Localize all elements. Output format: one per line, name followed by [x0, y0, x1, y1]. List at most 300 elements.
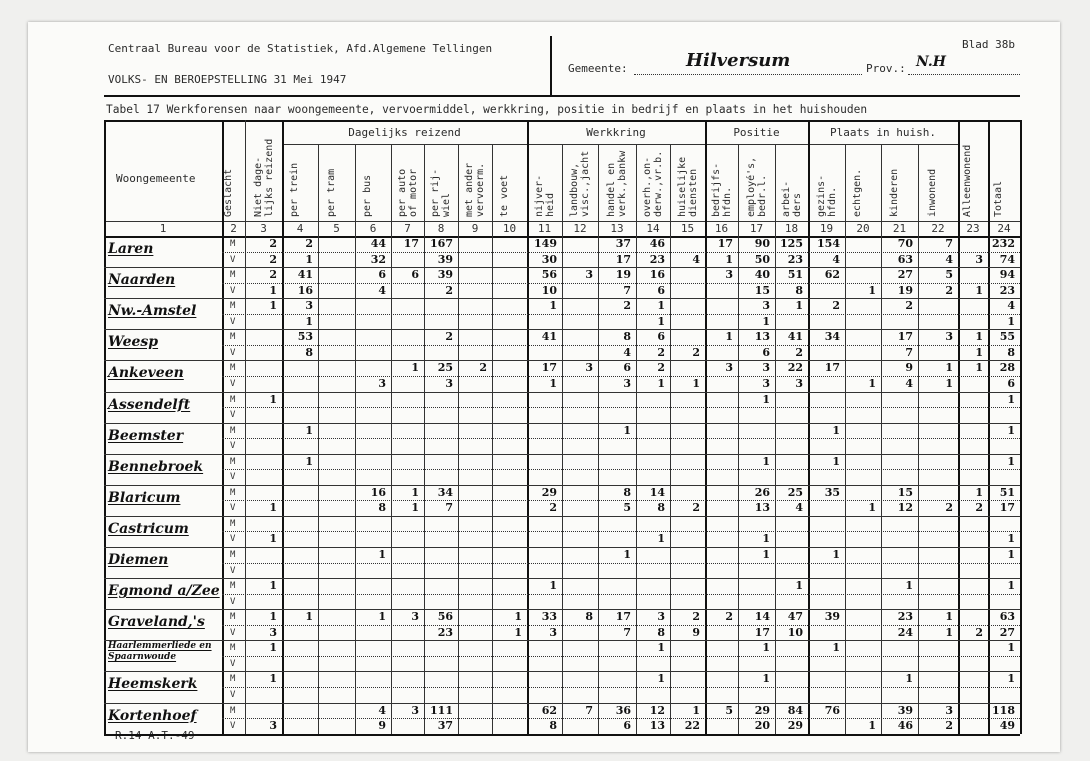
data-cell: 74 — [999, 252, 1015, 266]
data-cell: 1 — [305, 610, 313, 624]
gender-label-v: V — [230, 410, 236, 421]
data-cell: 56 — [437, 610, 453, 624]
data-cell: 7 — [623, 625, 631, 639]
group-header-dagelijks: Dagelijks reizend — [348, 126, 461, 139]
data-cell: 19 — [615, 268, 631, 282]
form-code: R.14 A.T.-49 — [115, 729, 195, 742]
column-number: 16 — [714, 222, 729, 235]
data-cell: 232 — [992, 237, 1015, 250]
data-cell: 1 — [1007, 392, 1015, 406]
data-cell: 7 — [945, 237, 953, 250]
data-cell: 1 — [269, 392, 277, 406]
data-cell: 37 — [437, 719, 453, 733]
data-cell: 1 — [657, 641, 665, 655]
data-cell: 16 — [370, 485, 386, 499]
column-header: kinderen — [888, 168, 900, 217]
data-cell: 2 — [905, 299, 913, 313]
data-cell: 3 — [411, 703, 419, 717]
municipality-name: Nw.-Amstel — [108, 303, 197, 320]
data-cell: 4 — [905, 376, 913, 390]
data-cell: 2 — [269, 252, 277, 266]
column-number: 7 — [404, 222, 411, 235]
data-cell: 1 — [905, 672, 913, 686]
group-line-positie — [705, 144, 808, 145]
data-cell: 1 — [762, 314, 770, 328]
data-cell: 3 — [725, 361, 733, 375]
sub-row-line — [222, 594, 1020, 595]
data-cell: 1 — [657, 314, 665, 328]
gender-label-v: V — [230, 441, 236, 452]
column-number: 15 — [680, 222, 695, 235]
data-cell: 1 — [762, 454, 770, 468]
column-header: echtgen. — [852, 168, 863, 217]
data-cell: 1 — [1007, 548, 1015, 561]
data-cell: 3 — [445, 376, 453, 390]
data-cell: 2 — [305, 237, 313, 250]
data-cell: 7 — [905, 345, 913, 359]
data-cell: 1 — [975, 330, 983, 344]
gender-label-m: M — [230, 550, 236, 560]
data-cell: 53 — [297, 330, 313, 344]
column-number: 17 — [749, 222, 764, 235]
data-cell: 1 — [378, 548, 386, 561]
data-cell: 1 — [945, 361, 953, 375]
prov-label: Prov.: — [866, 62, 906, 75]
data-cell: 1 — [549, 299, 557, 313]
data-cell: 23 — [787, 252, 803, 266]
data-cell: 10 — [787, 625, 803, 639]
data-cell: 2 — [975, 501, 983, 515]
data-cell: 1 — [795, 579, 803, 593]
data-cell: 1 — [832, 423, 840, 437]
column-number: 14 — [646, 222, 660, 235]
column-number: 22 — [931, 222, 945, 235]
data-cell: 154 — [817, 237, 840, 250]
column-header: met ander vervoerm. — [464, 162, 486, 217]
header-divider — [550, 36, 552, 96]
column-header: handel en verk.,bankw — [606, 150, 628, 217]
municipality-name: Haarlemmerliede en Spaarnwoude — [108, 641, 212, 663]
data-cell: 2 — [479, 361, 487, 375]
gemeente-value: Hilversum — [686, 50, 791, 71]
column-number: 18 — [784, 222, 799, 235]
gender-label-m: M — [230, 239, 236, 249]
municipality-name: Diemen — [108, 552, 169, 568]
data-cell: 70 — [897, 237, 913, 250]
municipality-name: Ankeveen — [108, 365, 184, 382]
sub-row-line — [222, 469, 1020, 470]
gender-label-m: M — [230, 332, 236, 343]
column-header-woongemeente: Woongemeente — [116, 172, 196, 185]
data-cell: 13 — [754, 501, 770, 515]
column-number: 20 — [856, 222, 870, 235]
data-cell: 2 — [692, 501, 700, 515]
data-cell: 1 — [305, 314, 313, 328]
column-header: Geslacht — [222, 168, 234, 217]
data-cell: 19 — [897, 283, 913, 297]
data-cell: 1 — [762, 641, 770, 655]
data-cell: 1 — [269, 283, 277, 297]
data-cell: 3 — [305, 299, 313, 313]
row-line — [104, 423, 1020, 424]
column-header: te voet — [498, 174, 510, 217]
column-header: arbei- ders — [780, 180, 803, 217]
row-line — [104, 516, 1020, 517]
column-number: 21 — [892, 222, 907, 235]
header-rule — [104, 95, 1020, 97]
prov-value: N.H — [916, 54, 947, 70]
gemeente-underline — [634, 74, 862, 75]
data-cell: 1 — [762, 548, 770, 561]
data-cell: 12 — [649, 703, 665, 717]
column-header: gezins- hfdn. — [815, 174, 838, 217]
data-cell: 90 — [754, 237, 770, 250]
data-cell: 62 — [824, 268, 840, 282]
data-cell: 3 — [585, 268, 593, 282]
data-cell: 1 — [1007, 672, 1015, 686]
group-line-werkkring — [527, 144, 705, 145]
data-cell: 1 — [905, 579, 913, 593]
data-cell: 111 — [430, 703, 453, 717]
data-cell: 23 — [897, 610, 913, 624]
data-cell: 39 — [437, 252, 453, 266]
data-cell: 76 — [824, 703, 840, 717]
column-number: 19 — [819, 222, 834, 235]
data-cell: 17 — [897, 330, 913, 344]
gender-label-m: M — [230, 456, 236, 467]
data-cell: 2 — [975, 625, 983, 639]
data-cell: 30 — [541, 252, 557, 266]
data-cell: 7 — [623, 283, 631, 297]
gender-label-m: M — [230, 270, 236, 281]
column-number: 1 — [159, 222, 167, 235]
data-cell: 3 — [762, 376, 770, 390]
data-cell: 2 — [725, 610, 733, 624]
table-title: Tabel 17 Werkforensen naar woongemeente, vervoermiddel, werkkring, positie in bedrijf en plaats in het huishouden — [106, 103, 868, 116]
data-cell: 1 — [269, 299, 277, 313]
data-cell: 6 — [762, 345, 770, 359]
data-cell: 1 — [623, 423, 631, 437]
data-cell: 44 — [370, 237, 386, 250]
data-cell: 1 — [411, 361, 419, 375]
column-number: 5 — [333, 222, 340, 235]
gender-label-v: V — [230, 689, 236, 700]
data-cell: 8 — [795, 283, 803, 297]
sub-row-line — [222, 563, 1020, 564]
data-cell: 1 — [269, 501, 277, 515]
data-cell: 1 — [1007, 641, 1015, 655]
data-cell: 1 — [725, 252, 733, 266]
data-cell: 1 — [1007, 423, 1015, 437]
data-cell: 39 — [437, 268, 453, 282]
data-cell: 9 — [692, 625, 700, 639]
data-cell: 8 — [657, 625, 665, 639]
sub-row-line — [222, 531, 1020, 532]
gender-label-m: M — [230, 705, 236, 716]
column-header: per bus — [362, 174, 373, 217]
data-cell: 1 — [975, 345, 983, 359]
column-header: landbouw, visc.,jacht — [569, 150, 591, 217]
column-header: employé's, bedr.l. — [745, 156, 768, 217]
column-header: bedrijfs- hfdn. — [710, 162, 733, 217]
data-cell: 4 — [795, 501, 803, 515]
data-cell: 1 — [868, 283, 876, 297]
data-cell: 4 — [1007, 299, 1015, 313]
data-cell: 1 — [269, 641, 277, 655]
column-header: per tram — [325, 168, 337, 217]
municipality-name: Naarden — [108, 272, 176, 289]
data-cell: 2 — [795, 345, 803, 359]
data-cell: 40 — [754, 268, 770, 282]
data-cell: 13 — [754, 330, 770, 344]
municipality-name: Blaricum — [108, 489, 181, 506]
data-cell: 4 — [832, 252, 840, 266]
data-cell: 84 — [787, 703, 803, 717]
data-cell: 1 — [269, 532, 277, 546]
data-cell: 12 — [897, 501, 913, 515]
data-cell: 35 — [824, 485, 840, 499]
gemeente-label: Gemeente: — [568, 62, 628, 75]
data-cell: 3 — [623, 376, 631, 390]
data-cell: 39 — [824, 610, 840, 624]
data-cell: 7 — [445, 501, 453, 515]
data-cell: 25 — [787, 485, 803, 499]
data-cell: 8 — [623, 485, 631, 499]
data-cell: 22 — [684, 719, 700, 733]
data-cell: 1 — [549, 579, 557, 593]
data-cell: 1 — [549, 376, 557, 390]
data-cell: 63 — [897, 252, 913, 266]
data-cell: 2 — [657, 345, 665, 359]
gender-label-v: V — [230, 658, 236, 669]
data-cell: 2 — [623, 299, 631, 313]
data-cell: 1 — [1007, 454, 1015, 468]
column-line — [104, 120, 106, 734]
data-cell: 41 — [297, 268, 313, 282]
data-cell: 6 — [657, 330, 665, 344]
gender-label-m: M — [230, 301, 236, 312]
data-cell: 3 — [725, 268, 733, 282]
data-cell: 17 — [541, 361, 557, 375]
data-cell: 1 — [657, 376, 665, 390]
data-cell: 8 — [623, 330, 631, 344]
column-number: 6 — [369, 222, 377, 235]
gender-label-v: V — [230, 316, 236, 327]
data-cell: 1 — [657, 532, 665, 546]
data-cell: 41 — [541, 330, 557, 344]
data-cell: 2 — [945, 501, 953, 515]
data-cell: 1 — [945, 376, 953, 390]
data-cell: 4 — [692, 252, 700, 266]
data-cell: 56 — [541, 268, 557, 282]
data-cell: 2 — [269, 268, 277, 282]
data-cell: 29 — [541, 485, 557, 499]
data-cell: 1 — [1007, 314, 1015, 328]
sub-row-line — [222, 438, 1020, 439]
data-cell: 1 — [269, 672, 277, 686]
group-line-plaats — [808, 144, 958, 145]
data-cell: 6 — [1007, 376, 1015, 390]
data-cell: 41 — [787, 330, 803, 344]
data-cell: 149 — [534, 237, 557, 250]
data-cell: 167 — [430, 237, 453, 250]
data-cell: 24 — [897, 625, 913, 639]
data-cell: 5 — [725, 703, 733, 717]
data-cell: 63 — [999, 610, 1015, 624]
row-line — [104, 640, 1020, 641]
column-number: 12 — [573, 222, 587, 235]
data-cell: 3 — [795, 376, 803, 390]
data-cell: 14 — [754, 610, 770, 624]
data-cell: 1 — [975, 361, 983, 375]
data-cell: 34 — [824, 330, 840, 344]
data-cell: 23 — [999, 283, 1015, 297]
data-cell: 15 — [754, 283, 770, 297]
data-cell: 16 — [297, 283, 313, 297]
data-cell: 9 — [905, 361, 913, 375]
gender-label-v: V — [230, 503, 236, 514]
data-cell: 7 — [585, 703, 593, 717]
row-line — [104, 454, 1020, 455]
data-cell: 20 — [754, 719, 770, 733]
gender-label-m: M — [230, 394, 236, 405]
column-number: 3 — [260, 222, 267, 235]
column-header: nijver- heid — [533, 174, 556, 217]
data-cell: 17 — [824, 361, 840, 375]
data-cell: 25 — [437, 361, 453, 375]
gender-label-m: M — [230, 674, 236, 685]
column-number: 2 — [230, 222, 237, 235]
data-cell: 1 — [269, 610, 277, 624]
data-cell: 10 — [541, 283, 557, 297]
data-cell: 6 — [378, 268, 386, 282]
data-cell: 8 — [305, 345, 313, 359]
sub-row-line — [222, 407, 1020, 408]
column-header: Niet dage- lijks reizend — [252, 138, 275, 217]
data-cell: 3 — [945, 703, 953, 717]
gender-label-v: V — [230, 627, 236, 638]
data-cell: 1 — [692, 703, 700, 717]
gender-label-v: V — [230, 721, 236, 732]
data-cell: 1 — [725, 330, 733, 344]
data-cell: 1 — [762, 532, 770, 546]
gender-label-v: V — [230, 254, 236, 265]
column-number: 23 — [966, 222, 980, 235]
gender-label-v: V — [230, 378, 236, 389]
column-line — [705, 120, 707, 734]
gender-label-v: V — [230, 347, 236, 358]
data-cell: 1 — [868, 719, 876, 733]
data-cell: 1 — [657, 299, 665, 313]
data-cell: 39 — [897, 703, 913, 717]
data-cell: 1 — [514, 625, 522, 639]
municipality-name: Bennebroek — [108, 458, 204, 475]
data-cell: 4 — [378, 283, 386, 297]
data-cell: 1 — [623, 548, 631, 561]
data-cell: 1 — [514, 610, 522, 624]
data-cell: 37 — [615, 237, 631, 250]
gender-label-m: M — [230, 425, 236, 436]
data-cell: 33 — [541, 610, 557, 624]
data-cell: 3 — [585, 361, 593, 375]
data-cell: 8 — [378, 501, 386, 515]
row-line — [104, 547, 1020, 548]
data-cell: 1 — [1007, 532, 1015, 546]
column-header: per auto of motor — [396, 168, 419, 217]
gender-label-v: V — [230, 285, 236, 296]
data-cell: 6 — [411, 268, 419, 282]
column-number: 4 — [296, 222, 304, 235]
data-cell: 22 — [787, 361, 803, 375]
data-cell: 1 — [411, 501, 419, 515]
data-cell: 15 — [897, 485, 913, 499]
table-top-line — [104, 120, 1020, 122]
data-cell: 17 — [999, 501, 1015, 515]
municipality-name: Assendelft — [108, 396, 191, 413]
column-number: 10 — [502, 222, 517, 235]
gender-label-v: V — [230, 565, 236, 576]
column-line — [1020, 120, 1022, 734]
municipality-name: Graveland,'s — [108, 614, 205, 631]
data-cell: 1 — [868, 501, 876, 515]
gender-label-v: V — [230, 534, 236, 545]
data-cell: 5 — [623, 501, 631, 515]
column-header: huiselijke diensten — [676, 156, 699, 217]
data-cell: 1 — [692, 376, 700, 390]
data-cell: 17 — [615, 252, 631, 266]
gender-label-m: M — [230, 487, 236, 498]
data-cell: 2 — [269, 237, 277, 250]
census-title: VOLKS- EN BEROEPSTELLING 31 Mei 1947 — [108, 73, 347, 86]
column-number: 24 — [997, 222, 1011, 235]
data-cell: 17 — [754, 625, 770, 639]
data-cell: 3 — [378, 376, 386, 390]
data-cell: 8 — [549, 719, 557, 733]
data-cell: 3 — [269, 625, 277, 639]
data-cell: 17 — [615, 610, 631, 624]
data-cell: 51 — [787, 268, 803, 282]
municipality-name: Beemster — [108, 427, 184, 444]
data-cell: 4 — [378, 703, 386, 717]
data-cell: 1 — [975, 485, 983, 499]
gender-label-m: M — [230, 612, 236, 623]
data-cell: 14 — [649, 485, 665, 499]
gender-label-m: M — [230, 643, 236, 654]
data-cell: 51 — [999, 485, 1015, 499]
column-header: overh.,on- derw.,vr.b. — [642, 150, 664, 217]
data-cell: 5 — [945, 268, 953, 282]
data-cell: 3 — [762, 361, 770, 375]
data-cell: 3 — [269, 719, 277, 733]
data-cell: 6 — [623, 719, 631, 733]
data-cell: 1 — [762, 392, 770, 406]
sub-row-line — [222, 656, 1020, 657]
data-cell: 1 — [411, 485, 419, 499]
data-cell: 1 — [945, 625, 953, 639]
data-cell: 1 — [832, 641, 840, 655]
data-cell: 1 — [868, 376, 876, 390]
gender-label-v: V — [230, 472, 236, 483]
municipality-name: Laren — [108, 241, 154, 257]
sub-row-line — [222, 687, 1020, 688]
data-cell: 2 — [549, 501, 557, 515]
column-line — [527, 120, 529, 734]
data-cell: 1 — [832, 454, 840, 468]
data-cell: 6 — [657, 283, 665, 297]
data-cell: 1 — [832, 548, 840, 561]
data-cell: 118 — [992, 703, 1015, 717]
data-cell: 26 — [754, 485, 770, 499]
